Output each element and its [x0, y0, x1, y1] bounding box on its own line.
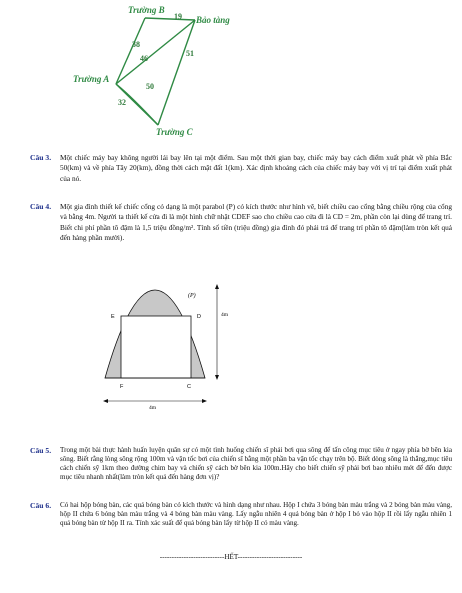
question-6-label: Câu 6. [30, 501, 52, 510]
point-label-e: E [111, 314, 115, 320]
end-marker: ---------------------------HẾT--------------------------- [159, 553, 303, 561]
point-label-f: F [120, 384, 124, 390]
edge-label-a-museum: 46 [140, 54, 148, 63]
question-5-text: Trong một bài thực hành huấn luyện quân sự có một tình huống chiến sĩ phải bơi qua sông để tấn công mục tiêu ở ngay phía bờ bên kia sông. Biết rằng lòng sông rộng 100m và vận tốc bơi của chiến sĩ bằng một phần ba vận tốc chạy trên bộ. Biết dòng sông là thẳng,mục tiêu cách chiến sỹ 1km theo đường chim bay và chiến sỹ cách bờ bên kia 100m.Hãy cho biết chiến sỹ phải bơi bao nhiêu mét để đến được mục tiêu nhanh nhất(làm tròn kết quả đến hàng đơn vị)? [60, 446, 452, 482]
edge-label-a-c: 32 [118, 98, 126, 107]
edge-label-c-museum: 51 [186, 49, 194, 58]
point-label-c: C [187, 384, 191, 390]
point-label-d: D [197, 314, 201, 320]
question-3-text: Một chiếc máy bay không người lái bay lên tại một điểm. Sau một thời gian bay, chiếc máy bay cách điểm xuất phát về phía Bắc 50(km) và về phía Tây 20(km), đồng thời cách mặt đất 1(km). Xác định khoảng cách của chiếc máy bay với vị trí tại điểm xuất phát của nó. [60, 153, 452, 183]
edge-label-a-c-inner: 50 [146, 82, 154, 91]
question-4-label: Câu 4. [30, 202, 52, 211]
school-network-diagram [60, 0, 240, 140]
node-label-museum: Bảo tàng [196, 15, 230, 25]
question-5-label: Câu 5. [30, 446, 52, 455]
question-3-label: Câu 3. [30, 153, 52, 162]
gate-parabola-diagram [95, 282, 245, 414]
node-label-school-c: Trường C [156, 127, 193, 137]
question-4-text: Một gia đình thiết kế chiếc cổng có dạng là một parabol (P) có kích thước như hình vẽ, biết chiều cao cổng bằng chiều rộng của cổng và bằng 4m. Người ta thiết kế cửa đi là một hình chữ nhật CDEF sao cho chiều cao cửa đi là CD = 2m, phần còn lại dùng để trang trí. Biết chi phí phần tô đậm là 1,5 triệu đồng/m². Tính số tiền (triệu đồng) gia đình đó phải trả để trang trí phần tô đậm(làm tròn kết quả đến hàng phần mười). [60, 202, 452, 242]
height-label: 4m [221, 312, 229, 318]
edge-label-b-museum: 19 [174, 12, 182, 21]
parabola-label: (P) [188, 293, 196, 299]
node-label-school-a: Trường A [73, 74, 110, 84]
question-6-text: Có hai hộp bóng bàn, các quả bóng bàn có kích thước và hình dạng như nhau. Hộp I chứa 3 bóng bàn màu trắng và 2 bóng bàn màu vàng, hộp II chứa 6 bóng bàn màu trắng và 4 bóng bàn màu vàng. Lấy ngẫu nhiên 4 quả bóng bàn ở hộp I bỏ vào hộp II rồi lấy ngẫu nhiên 1 quả bóng bàn từ hộp II ra. Tính xác suất để quả bóng bàn lấy từ hộp II có màu vàng. [60, 501, 452, 528]
edge-label-a-b: 38 [132, 40, 140, 49]
node-label-school-b: Trường B [128, 5, 165, 15]
width-label: 4m [149, 405, 157, 411]
